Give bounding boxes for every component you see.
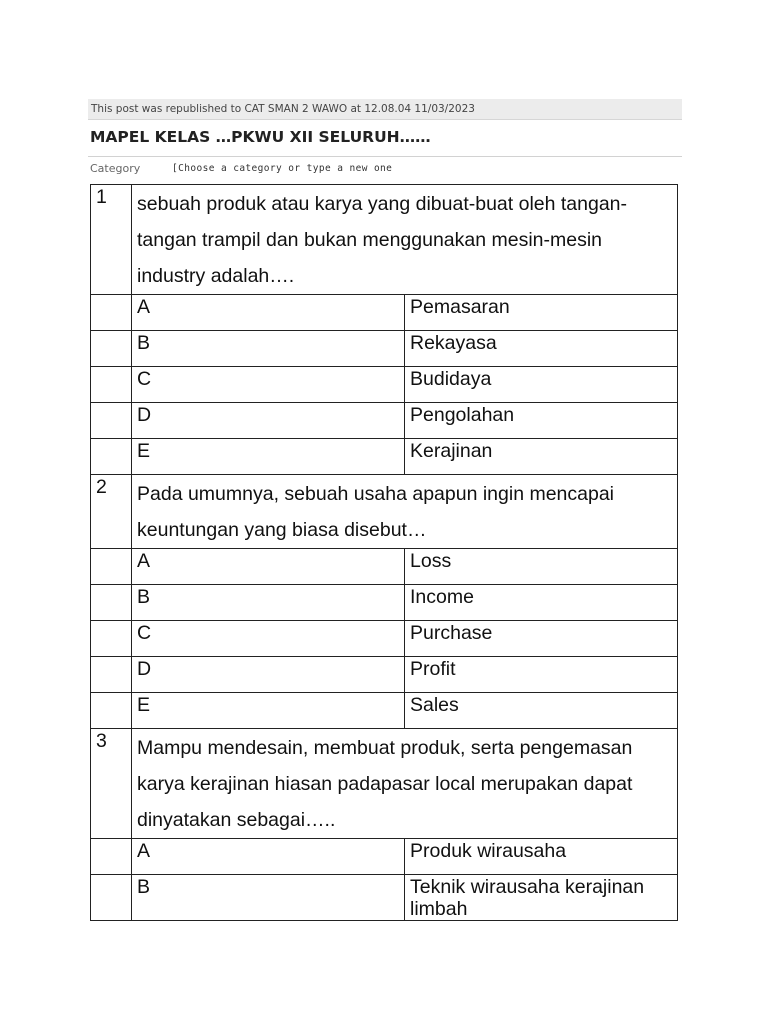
option-row[interactable] — [91, 621, 678, 657]
option-spacer — [91, 549, 132, 585]
category-input[interactable] — [172, 161, 472, 176]
question-number: 3 — [91, 729, 132, 839]
option-spacer — [91, 295, 132, 331]
option-letter: A — [132, 549, 405, 585]
option-text: Produk wirausaha — [405, 839, 678, 875]
option-text: Pengolahan — [405, 403, 678, 439]
title-divider — [88, 156, 682, 157]
post-title: MAPEL KELAS …PKWU XII SELURUH…… — [90, 128, 431, 146]
category-label: Category — [90, 162, 141, 175]
question-row — [91, 729, 678, 839]
option-spacer — [91, 657, 132, 693]
option-letter: C — [132, 621, 405, 657]
option-text: Rekayasa — [405, 331, 678, 367]
option-row[interactable] — [91, 549, 678, 585]
option-row[interactable] — [91, 331, 678, 367]
option-text: Profit — [405, 657, 678, 693]
question-row — [91, 185, 678, 295]
option-letter: A — [132, 839, 405, 875]
question-number: 1 — [91, 185, 132, 295]
question-text: Pada umumnya, sebuah usaha apapun ingin mencapai keuntungan yang biasa disebut… — [132, 475, 678, 549]
question-text: Mampu mendesain, membuat produk, serta pengemasan karya kerajinan hiasan padapasar local merupakan dapat dinyatakan sebagai….. — [132, 729, 678, 839]
option-letter: C — [132, 367, 405, 403]
option-row[interactable] — [91, 367, 678, 403]
option-text: Kerajinan — [405, 439, 678, 475]
option-row[interactable] — [91, 693, 678, 729]
option-letter: D — [132, 403, 405, 439]
option-text: Income — [405, 585, 678, 621]
option-letter: E — [132, 693, 405, 729]
option-text: Pemasaran — [405, 295, 678, 331]
option-text: Teknik wirausaha kerajinan limbah — [405, 875, 678, 921]
option-row[interactable] — [91, 875, 678, 921]
option-letter: B — [132, 875, 405, 921]
option-text: Purchase — [405, 621, 678, 657]
option-letter: B — [132, 331, 405, 367]
option-spacer — [91, 693, 132, 729]
option-row[interactable] — [91, 403, 678, 439]
category-row — [90, 161, 682, 177]
option-spacer — [91, 839, 132, 875]
option-spacer — [91, 331, 132, 367]
option-spacer — [91, 585, 132, 621]
option-spacer — [91, 403, 132, 439]
question-row — [91, 475, 678, 549]
question-text: sebuah produk atau karya yang dibuat-buat oleh tangan-tangan trampil dan bukan menggunakan mesin-mesin industry adalah…. — [132, 185, 678, 295]
option-row[interactable] — [91, 839, 678, 875]
republish-notice: This post was republished to CAT SMAN 2 WAWO at 12.08.04 11/03/2023 — [88, 99, 682, 120]
option-row[interactable] — [91, 585, 678, 621]
option-row[interactable] — [91, 657, 678, 693]
option-text: Sales — [405, 693, 678, 729]
option-text: Loss — [405, 549, 678, 585]
option-spacer — [91, 367, 132, 403]
option-row[interactable] — [91, 439, 678, 475]
option-spacer — [91, 875, 132, 921]
question-number: 2 — [91, 475, 132, 549]
option-letter: D — [132, 657, 405, 693]
option-letter: A — [132, 295, 405, 331]
option-text: Budidaya — [405, 367, 678, 403]
option-row[interactable] — [91, 295, 678, 331]
option-letter: B — [132, 585, 405, 621]
question-table — [90, 184, 678, 921]
option-letter: E — [132, 439, 405, 475]
option-spacer — [91, 439, 132, 475]
option-spacer — [91, 621, 132, 657]
